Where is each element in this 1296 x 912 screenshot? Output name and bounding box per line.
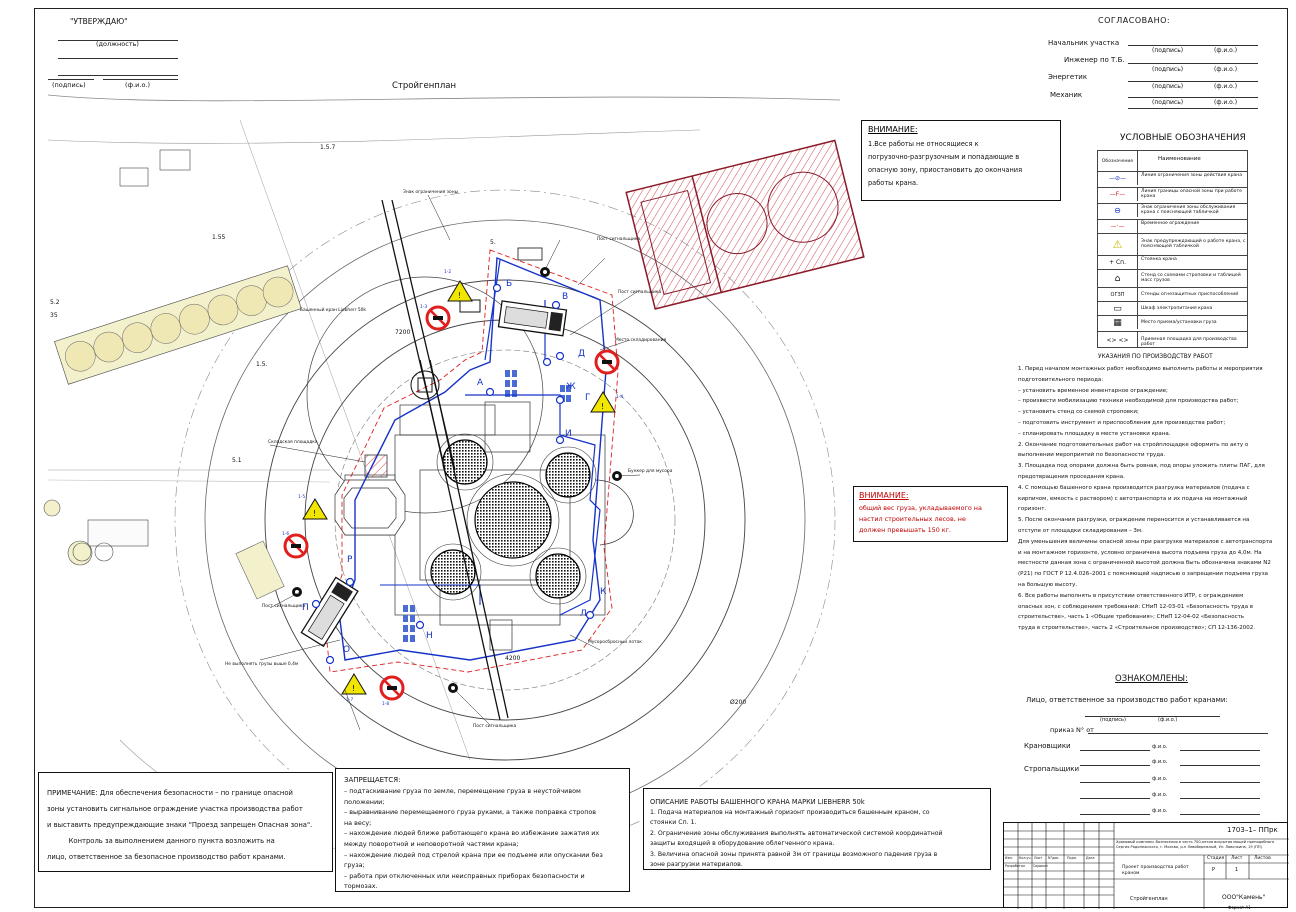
instruction-line: – спланировать площадку в месте установки крана. [1018, 430, 1171, 437]
attention-2-line-1: общий вес груза, укладываемого на [859, 504, 982, 512]
agreed-name-1: (ф.и.о.) [1214, 47, 1238, 54]
approval-name: (ф.и.о.) [125, 81, 151, 89]
elev-7: 5. [490, 239, 496, 246]
tb-sheet-h: Лист [1231, 856, 1243, 861]
tb-format: Формат А1 [1228, 905, 1251, 910]
point-p: П [302, 603, 309, 613]
tb-sheet: 1 [1235, 867, 1239, 873]
instruction-line: 5. После окончания разгрузки, ограждение переносится и устанавливается на [1018, 517, 1250, 524]
post-label-4: Пост сигнальщика [597, 237, 641, 242]
tb-sheets-h: Листов [1254, 856, 1271, 861]
note-line-2: зоны установить сигнальное ограждение участка производства работ [47, 805, 303, 813]
elev-6: 1.5.7 [320, 144, 336, 151]
attention-1-line-1: 1.Все работы не относящиеся к [868, 140, 979, 148]
familiar-fio-3: ф.и.о. [1152, 776, 1168, 782]
point-r: Р [347, 555, 353, 565]
legend-sym-4: —·— [1098, 220, 1138, 233]
height-limit-label: Не выполнять грузы выше 0,4м [225, 662, 299, 667]
note-line-5: лицо, ответственное за безопасное производство работ кранами. [47, 853, 286, 861]
instruction-line: опасных зон, с соблюдением требований: СНиП 12-03-01 «Безопасность труда в [1018, 603, 1254, 610]
instruction-line: – установить временное инвентарное ограждение; [1018, 387, 1168, 394]
instruction-line: 2. Окончание подготовительных работ на стройплощадке оформить по акту о [1018, 441, 1249, 448]
instruction-line: подготовительного периода: [1018, 376, 1104, 383]
point-k: К [600, 587, 607, 597]
familiar-fio-2: ф.и.о. [1152, 759, 1168, 765]
attention-1-line-4: работы крана. [868, 179, 919, 187]
agreed-name-4: (ф.и.о.) [1214, 99, 1238, 106]
place-label: Место складирования [615, 338, 667, 343]
instruction-line: 3. Площадка под опорами должна быть ровная, под опоры уложить плиты ПАГ, для [1018, 463, 1265, 470]
instruction-line: на большую высоту. [1018, 582, 1078, 588]
tb-stage-h: Стадия [1207, 856, 1225, 861]
waste-label: Бункер для мусора [628, 469, 673, 474]
tb-col-1: Изм. [1005, 856, 1013, 860]
point-g: Г [585, 393, 591, 403]
forbidden-line-6: между поворотной и неповоротной частями крана; [344, 839, 519, 848]
forbidden-line-5: – нахождение людей ближе работающего крана во избежание зажатия их [344, 829, 600, 838]
legend-sym-10: ▦ [1098, 316, 1138, 329]
tb-code: 1703–1– ППрк [1227, 826, 1278, 834]
familiar-sub-sig: (подпись) [1100, 717, 1126, 723]
elev-1: 1.55 [212, 234, 226, 241]
description-title: ОПИСАНИЕ РАБОТЫ БАШЕННОГО КРАНА МАРКИ LIEBHERR 50k [650, 798, 865, 806]
point-o: О [343, 645, 351, 655]
familiar-order: приказ N° от [1050, 726, 1094, 734]
sign-label-3: 1-4 [616, 395, 624, 400]
forbidden-line-8: груза; [344, 861, 365, 870]
sign-label-7: 1-8 [382, 702, 390, 707]
svg-text:!: ! [352, 684, 356, 693]
attention-box-1 [861, 120, 1061, 201]
agreed-title: СОГЛАСОВАНО: [1098, 16, 1171, 25]
post-label-1: Пост сигнальщика [618, 290, 662, 295]
point-zh: Ж [566, 382, 576, 392]
sign-label-6: 1-7 [346, 698, 354, 703]
svg-text:!: ! [313, 509, 317, 518]
forbidden-line-7: – нахождение людей под стрелой крана при ее подъеме или опускании без [344, 850, 603, 859]
legend-text-6: Стоянка крана [1141, 257, 1177, 262]
tb-object: Храмовый комплекс Вознесения в честь 700-летия вскрытия мощей преподобного Сергия Радонежского, г. Москва, р-н Левобережный, Ул. Лавочкина, 19 (ПП) [1116, 840, 1275, 849]
title-block [1003, 822, 1288, 908]
familiar-slingers: Стропальщики [1024, 765, 1080, 773]
elev-4: 35 [50, 312, 58, 319]
agreed-sig-2: (подпись) [1152, 66, 1184, 73]
legend-table [1097, 150, 1248, 348]
familiar-title: ОЗНАКОМЛЕНЫ: [1115, 674, 1188, 684]
dim-2: Ø200 [730, 699, 747, 706]
tb-doc: Проект производства работ краном [1122, 865, 1189, 876]
instruction-line: выполнении мероприятий по безопасности труда. [1018, 452, 1166, 459]
instruction-line: строительстве», часть 1 «Общие требования»; СНиП 12-04-02 «Безопасность [1018, 614, 1245, 621]
instructions-title: УКАЗАНИЯ ПО ПРОИЗВОДСТВУ РАБОТ [1098, 354, 1213, 360]
legend-text-7: Стенд со схемами строповки и таблицей масс грузов [1141, 273, 1241, 284]
legend-text-3: Знак ограничения зоны обслуживания крана с поясняющей табличкой [1141, 205, 1236, 216]
attention-title-1: ВНИМАНИЕ: [868, 125, 918, 134]
forbidden-title: ЗАПРЕЩАЕТСЯ: [344, 776, 401, 784]
dim-3: 4200 [505, 655, 521, 662]
legend-text-8: Стенды огнезащитных приспособлений [1141, 292, 1239, 297]
instruction-line: отступе от площадки складирования – 3м. [1018, 528, 1143, 534]
forbidden-line-4: на весу; [344, 818, 372, 827]
legend-text-11: Приемная площадка для производства работ [1141, 337, 1237, 348]
elev-3: 5.2 [50, 299, 60, 306]
agreed-role-4: Механик [1050, 91, 1083, 99]
attention-1-line-2: погрузочно-разгрузочным и попадающие в [868, 153, 1020, 161]
legend-sym-5: ⚠ [1098, 234, 1138, 255]
legend-text-2: Линия границы опасной зоны при работе крана [1141, 189, 1242, 200]
description-line-2: стоянки Сп. 1. [650, 819, 697, 827]
tb-col-4: N°док. [1048, 856, 1060, 860]
legend-sym-1: —⊘— [1098, 172, 1138, 185]
svg-text:!: ! [458, 291, 462, 300]
forbidden-line-10: тормозах. [344, 882, 378, 891]
tb-company: ООО"Камень" [1222, 894, 1266, 901]
legend-col-symbol: Обозначение [1098, 151, 1138, 171]
familiar-resp: Лицо, ответственное за производство работ кранами: [1026, 696, 1228, 704]
description-line-5: 3. Величина опасной зоны принята равной 3м от границы возможного падения груза в [650, 850, 938, 858]
familiar-crane-ops: Крановщики [1024, 742, 1071, 750]
attention-2-line-2: настил строительных лесов, не [859, 515, 966, 523]
instruction-line: Для уменьшения величины опасной зоны при разгрузке материалов с автотранспорта [1018, 538, 1273, 545]
legend-title: УСЛОВНЫЕ ОБОЗНАЧЕНИЯ [1120, 133, 1246, 143]
zone-sign-label: Знак ограничения зоны [403, 190, 459, 195]
tb-dev: Разработал [1005, 864, 1025, 868]
legend-text-4: Временное ограждение [1141, 221, 1200, 226]
point-d: Д [578, 349, 586, 359]
legend-sym-6: + Сп. [1098, 256, 1138, 269]
forbidden-box [335, 768, 630, 892]
agreed-role-1: Начальник участка [1048, 39, 1120, 47]
tb-col-5: Подп. [1067, 856, 1077, 860]
instruction-line: – подготовить инструмент и приспособления для производства работ; [1018, 420, 1226, 426]
dim-1: 7200 [395, 329, 411, 336]
agreed-name-2: (ф.и.о.) [1214, 66, 1238, 73]
elev-2: 1.5. [256, 361, 268, 368]
tb-col-3: Лист [1034, 856, 1043, 860]
approval-position: (должность) [96, 40, 139, 48]
post-label-3: Пост сигнальщика [473, 724, 517, 729]
instruction-line: (P21) по ГОСТ Р 12.4.026–2001 с поясняющей надписью о запрещении подъема груза [1018, 571, 1268, 578]
instruction-line: горизонт. [1018, 506, 1047, 513]
legend-col-name: Наименование [1158, 156, 1201, 162]
point-b: Б [506, 279, 513, 289]
legend-text-10: Место приема/установки груза [1141, 320, 1217, 325]
attention-2-line-3: должен превышать 150 кг. [859, 526, 952, 534]
legend-sym-7: ⌂ [1098, 270, 1138, 287]
instruction-line: – установить стенд со схемой строповки; [1018, 409, 1139, 416]
instruction-line: кирпичом, емкость с раствором) с автотранспорта и их подача на монтажный [1018, 495, 1248, 502]
agreed-name-3: (ф.и.о.) [1214, 83, 1238, 90]
instruction-line: 4. С помощью башенного крана производится разгрузка материалов (подача с [1018, 484, 1250, 491]
forbidden-line-3: – выравнивание перемещаемого груза руками, а также поправка стропов [344, 808, 597, 817]
agreed-sig-3: (подпись) [1152, 83, 1184, 90]
agreed-role-3: Энергетик [1048, 73, 1088, 81]
legend-text-1: Линия ограничения зоны действия крана [1141, 173, 1243, 178]
familiar-sub-name: (ф.и.о.) [1158, 717, 1178, 723]
familiar-fio-5: ф.и.о. [1152, 808, 1168, 814]
description-box [643, 788, 991, 870]
legend-sym-11: <> <> [1098, 332, 1138, 348]
forbidden-line-1: – подтаскивание груза по земле, перемещение груза в неустойчивом [344, 787, 581, 795]
instruction-line: труда в строительстве», часть 2 «Строительное производство»; СП 12-136-2002. [1018, 625, 1256, 632]
forbidden-line-9: – работа при отключенных или неисправных приборах безопасности и [344, 871, 585, 880]
familiar-fio-1: ф.и.о. [1152, 744, 1168, 750]
point-l: Л [580, 609, 587, 619]
point-a: А [477, 378, 484, 388]
elev-5: 5.1 [232, 457, 242, 464]
point-i: И [565, 429, 572, 439]
forbidden-line-2: положении; [344, 797, 385, 806]
post-label-2: Пост сигнальщика [262, 604, 306, 609]
agreed-sig-1: (подпись) [1152, 47, 1184, 54]
agreed-sig-4: (подпись) [1152, 99, 1184, 106]
legend-sym-3: ⊖ [1098, 204, 1138, 217]
instruction-line: 6. Все работы выполнять в присутствии ответственного ИТР, с ограждением [1018, 592, 1244, 599]
instruction-line: предотвращения проседания крана. [1018, 474, 1125, 480]
legend-text-5: Знак предупреждающий о работе крана, с поясняющей табличкой [1141, 239, 1246, 250]
note-line-3: и выставить предупреждающие знаки "Проезд запрещен Опасная зона". [47, 821, 313, 829]
crane-label: Башенный кран Liebherr 50k [300, 308, 366, 313]
tb-col-2: Кол.уч. [1019, 856, 1032, 860]
familiar-fio-4: ф.и.о. [1152, 792, 1168, 798]
note-line-1: ПРИМЕЧАНИЕ: Для обеспечения безопасности – по границе опасной [47, 789, 293, 797]
sign-label-1: 1-2 [444, 270, 452, 275]
legend-sym-8: ОГЗП [1098, 288, 1138, 301]
legend-sym-2: —F— [1098, 188, 1138, 201]
legend-text-9: Шкаф электропитания крана [1141, 306, 1213, 311]
trash-label: Мусоросбросный лоток [588, 640, 642, 645]
sign-label-2: 1-3 [420, 305, 428, 310]
note-line-4: Контроль за выполнением данного пункта возложить на [47, 837, 275, 845]
note-box [38, 772, 333, 872]
agreed-role-2: Инженер по Т.Б. [1064, 56, 1125, 64]
attention-1-line-3: опасную зону, приостановить до окончания [868, 166, 1023, 174]
instruction-line: и на монтажном горизонте, условно ограничена высота подъема груза до 4,0м. На [1018, 549, 1262, 556]
tb-stage: Р [1212, 867, 1216, 873]
attention-title-2: ВНИМАНИЕ: [859, 491, 909, 500]
description-line-1: 1. Подача материалов на монтажный горизонт производиться башенным краном, со [650, 809, 930, 816]
storage-label: Складская площадка [268, 440, 318, 445]
tb-col-6: Дата [1086, 856, 1095, 860]
legend-sym-9: ▭ [1098, 302, 1138, 315]
sign-label-4: 1-5 [298, 495, 306, 500]
point-n: Н [426, 631, 433, 641]
approval-signature: (подпись) [52, 81, 86, 89]
instruction-line: 1. Перед началом монтажных работ необходимо выполнить работы и мероприятия [1018, 366, 1263, 372]
instruction-line: местности данная зона с ограниченной высотой должна быть обозначена знаками N2 [1018, 560, 1271, 567]
sign-label-5: 1-6 [282, 532, 290, 537]
point-v: В [562, 292, 569, 302]
description-line-6: зоне разгрузки материалов. [650, 861, 743, 869]
approval-title: "УТВЕРЖДАЮ" [70, 17, 128, 26]
site-plan-title: Стройгенплан [392, 81, 457, 91]
description-line-3: 2. Ограничение зоны обслуживания выполнять автоматической системой координатной [650, 829, 943, 837]
tb-dev-name: Сорокин [1033, 864, 1048, 868]
svg-text:!: ! [601, 402, 605, 411]
attention-box-2 [853, 486, 1008, 542]
tb-sheet-name: Стройгенплан [1130, 896, 1168, 902]
description-line-4: защиты входящей в оборудование облегченного крана. [650, 840, 835, 848]
instruction-line: – произвести мобилизацию техники необходимой для производства работ; [1018, 398, 1239, 405]
